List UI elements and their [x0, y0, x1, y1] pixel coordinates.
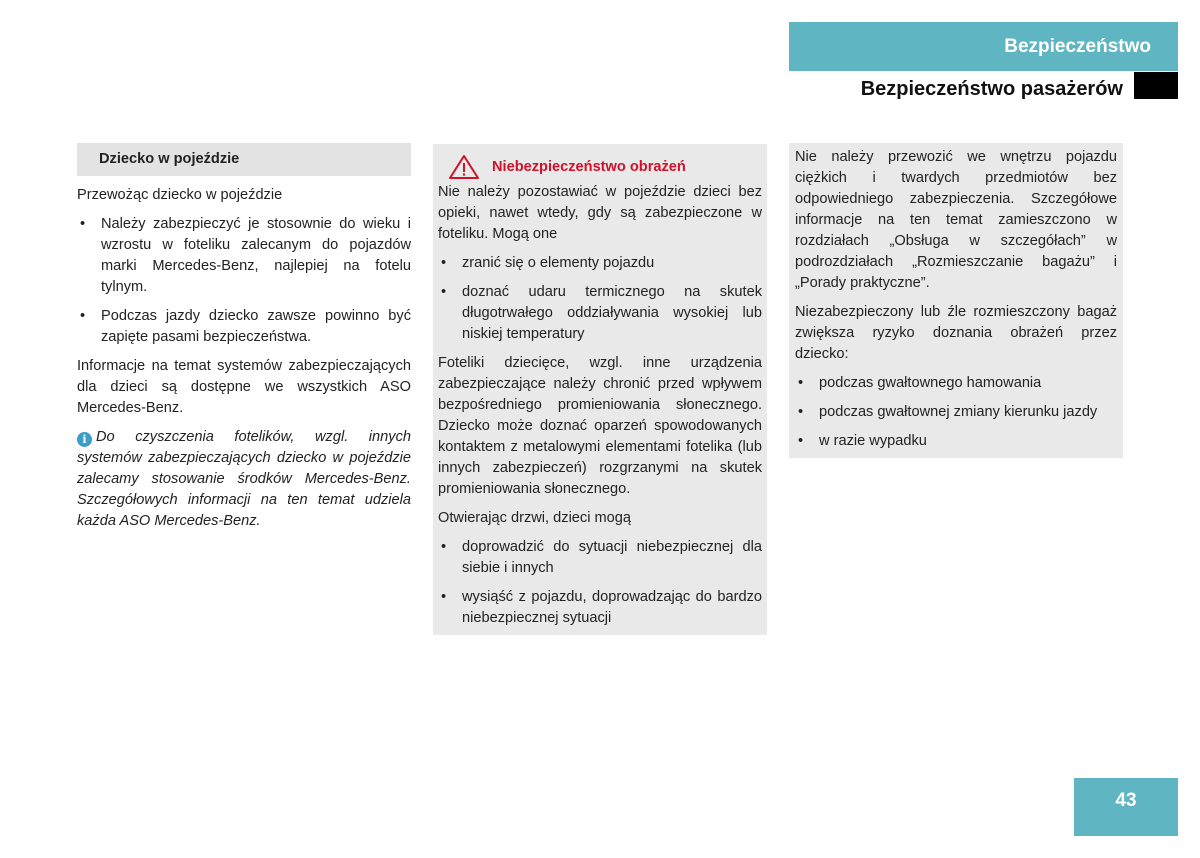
section-heading-text: Dziecko w pojeździe [99, 151, 240, 167]
page-number [1074, 778, 1178, 836]
section-header-tab [789, 22, 1178, 71]
section-heading [77, 143, 411, 176]
note-text: Do czyszczenia fotelików, wzgl. innych systemów zabezpieczających dziecko w pojeździe zalecamy stosowanie środków Mercedes-Benz. Szczegółowych informacji na ten temat udziela każda ASO Mercedes-Benz. [77, 429, 411, 529]
subsection-title: Bezpieczeństwo pasażerów [860, 78, 1123, 100]
warning-triangle-icon [448, 154, 480, 180]
paragraph: Nie należy pozostawiać w pojeździe dzieci bez opieki, nawet wtedy, gdy są zabezpieczone w foteliku. Mogą one [438, 184, 762, 242]
info-icon: i [77, 432, 92, 447]
intro-paragraph: Przewożąc dziecko w pojeździe [77, 187, 283, 203]
luggage-panel [789, 143, 1123, 458]
paragraph: Otwierając drzwi, dzieci mogą [438, 510, 632, 526]
list-item: • wysiąść z pojazdu, doprowadzając do bardzo niebezpiecznej sytuacji [438, 587, 762, 629]
column-child-in-vehicle [77, 143, 411, 532]
list-item: • podczas gwałtownego hamowania [795, 373, 1117, 394]
warning-panel [433, 144, 767, 635]
thumb-index-marker [1134, 72, 1178, 99]
page-number-text: 43 [1115, 790, 1137, 811]
list-item: • doznać udaru termicznego na skutek długotrwałego oddziaływania wysokiej lub niskiej temperatury [438, 282, 762, 345]
bullet-list [438, 253, 762, 345]
warning-heading [448, 154, 762, 180]
paragraph: Foteliki dziecięce, wzgl. inne urządzenia zabezpieczające należy chronić przed wpływem bezpośredniego promieniowania słonecznego. Dziecko może doznać oparzeń spowodowanych kontaktem z metalowymi elementami fotelika (lub innych zabezpieczeń) rozgrzanymi na skutek promieniowania słonecznego. [438, 355, 762, 497]
paragraph: Niezabezpieczony lub źle rozmieszczony bagaż zwiększa ryzyko doznania obrażeń przez dziecko: [795, 304, 1117, 362]
warning-title: Niebezpieczeństwo obrażeń [492, 158, 686, 175]
list-item: • doprowadzić do sytuacji niebezpiecznej dla siebie i innych [438, 537, 762, 579]
bullet-list [77, 214, 411, 348]
section-title: Bezpieczeństwo [1004, 35, 1151, 57]
bullet-list [795, 373, 1117, 452]
info-paragraph: Informacje na temat systemów zabezpieczających dla dzieci są dostępne we wszystkich ASO Mercedes-Benz. [77, 358, 411, 416]
list-item: • zranić się o elementy pojazdu [438, 253, 762, 274]
note-paragraph [77, 427, 411, 532]
list-item: • Podczas jazdy dziecko zawsze powinno być zapięte pasami bezpieczeństwa. [77, 306, 411, 348]
bullet-list [438, 537, 762, 629]
list-item: • w razie wypadku [795, 431, 1117, 452]
list-item: • Należy zabezpieczyć je stosownie do wieku i wzrostu w foteliku zalecanym do pojazdów marki Mercedes-Benz, najlepiej na fotelu tylnym. [77, 214, 411, 298]
list-item: • podczas gwałtownej zmiany kierunku jazdy [795, 402, 1117, 423]
paragraph: Nie należy przewozić we wnętrzu pojazdu ciężkich i twardych przedmiotów bez odpowiedniego zabezpieczenia. Szczegółowe informacje na ten temat zamieszczono w rozdziałach „Obsługa w szczegółach” w podrozdziałach „Rozmieszczanie bagażu” i „Porady praktyczne”. [795, 149, 1117, 291]
